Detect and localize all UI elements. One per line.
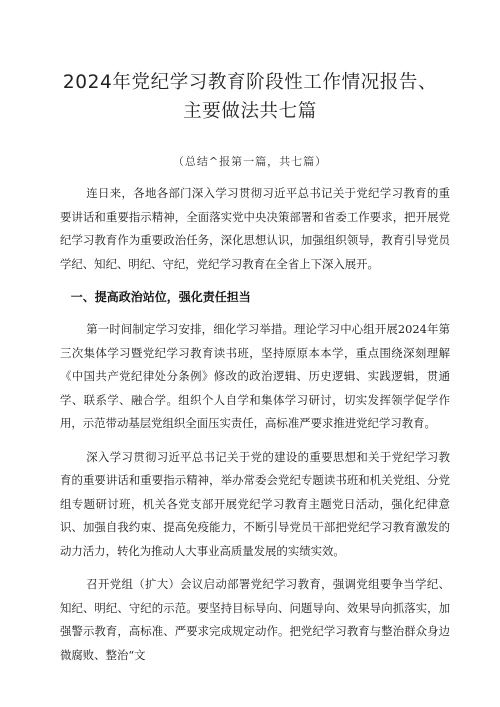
document-subtitle: （总结^报第一篇，共七篇） — [172, 155, 328, 168]
section-heading-1: 一、提高政治站位，强化责任担当 — [70, 290, 251, 304]
body-paragraph-2: 深入学习贯彻习近平总书记关于党的建设的重要思想和关于党纪学习教育的重要讲话和重要指示精神，举办常委会党纪专题读书班和机关党组、分党组专题研讨班，机关各党支部开展党纪学习教育主题党日活动，强化纪律意识、加强自我约束、提高免疫能力，不断引导党员干部把党纪学习教育激发的动力活力，转化为推动人大事业高质量发展的实绩实效。 — [60, 449, 450, 558]
body-paragraph-3: 召开党组（扩大）会议启动部署党纪学习教育，强调党组要争当学纪、知纪、明纪、守纪的示范。要坚持目标导向、问题导向、效果导向抓落实，加强警示教育，高标准、严要求完成规定动作。把党纪学习教育与整治群众身边微腐败、整治“文 — [60, 577, 450, 662]
document-title: 2024年党纪学习教育阶段性工作情况报告、主要做法共七篇 — [62, 72, 438, 122]
body-paragraph-1: 第一时间制定学习安排，细化学习举措。理论学习中心组开展2024年第三次集体学习暨党纪学习教育读书班，坚持原原本本学，重点围绕深刻理解《中国共产党纪律处分条例》修改的政治逻辑、历史逻辑、实践逻辑，贯通学、联系学、融合学。组织个人自学和集体学习研讨，切实发挥领学促学作用，示范带动基层党组织全面压实责任，高标准严要求推进党纪学习教育。 — [60, 322, 450, 430]
document-body — [60, 182, 450, 667]
intro-paragraph: 连日来，各地各部门深入学习贯彻习近平总书记关于党纪学习教育的重要讲话和重要指示精神，全面落实党中央决策部署和省委工作要求，把开展党纪学习教育作为重要政治任务，深化思想认识，加强组织领导，教育引导党员学纪、知纪、明纪、守纪，党纪学习教育在全省上下深入展开。 — [60, 186, 450, 271]
